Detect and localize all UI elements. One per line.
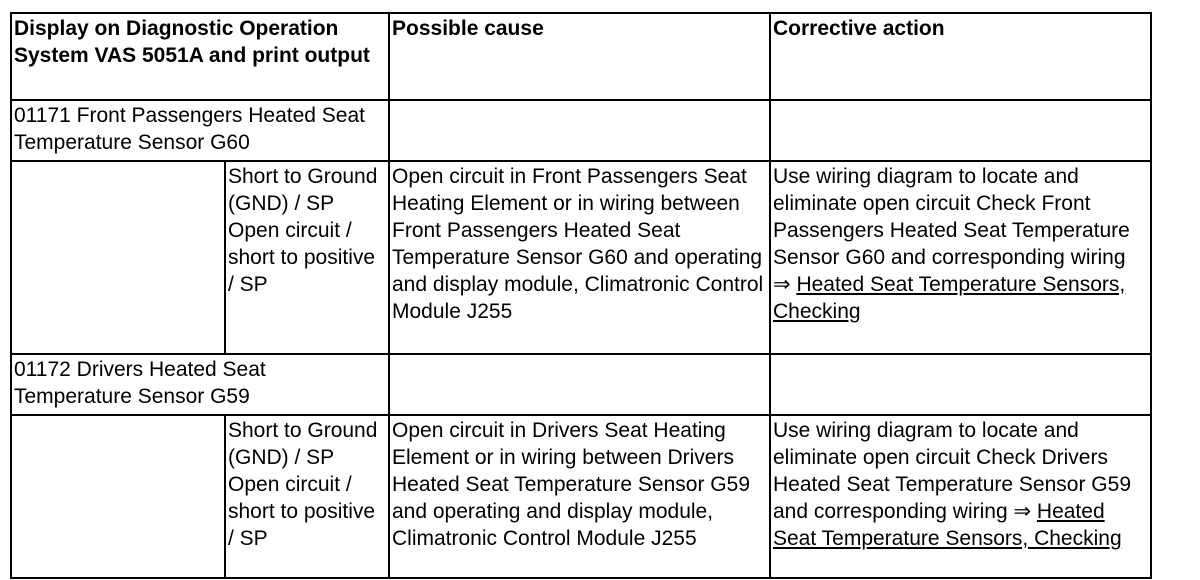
table-row [11,161,1151,354]
diagnostic-table [10,12,1152,579]
fault-status-open: Open circuit / short to positive / SP [228,473,376,550]
table-row [11,415,1151,578]
header-row [11,13,1151,100]
heated-seat-sensors-link[interactable]: Heated Seat Temperature Sensors, Checking [773,273,1126,323]
fault-status-short: Short to Ground (GND) / SP [228,165,378,215]
empty-cell [389,100,770,161]
corrective-action-cell [770,161,1151,354]
possible-cause-cell: Open circuit in Drivers Seat Heating Element or in wiring between Drivers Heated Seat Temperature Sensor G59 and operating and display module, Climatronic Control Module J255 [389,415,770,578]
corrective-action-text: Use wiring diagram to locate and eliminate open circuit Check Front Passengers Heated Seat Temperature Sensor G60 and corresponding wiring ⇒ [773,165,1130,296]
fault-status-cell [225,415,389,578]
fault-code-cell: 01171 Front Passengers Heated Seat Temperature Sensor G60 [11,100,389,161]
fault-code-cell: 01172 Drivers Heated Seat Temperature Sensor G59 [11,354,389,415]
corrective-action-cell [770,415,1151,578]
table-row [11,100,1151,161]
fault-status-open: Open circuit / short to positive / SP [228,219,376,296]
possible-cause-cell: Open circuit in Front Passengers Seat Heating Element or in wiring between Front Passengers Heated Seat Temperature Sensor G60 and operating and display module, Climatronic Control Module J255 [389,161,770,354]
header-display: Display on Diagnostic Operation System VAS 5051A and print output [11,13,389,100]
header-cause: Possible cause [389,13,770,100]
fault-status-cell [225,161,389,354]
corrective-action-text: Use wiring diagram to locate and eliminate open circuit Check Drivers Heated Seat Temperature Sensor G59 and corresponding wiring ⇒ [773,419,1131,523]
header-action: Corrective action [770,13,1151,100]
fault-status-short: Short to Ground (GND) / SP [228,419,378,469]
heated-seat-sensors-link[interactable]: Heated Seat Temperature Sensors, Checking [773,500,1122,550]
empty-cell [389,354,770,415]
empty-cell [770,100,1151,161]
empty-cell [11,161,225,354]
table-row [11,354,1151,415]
empty-cell [11,415,225,578]
empty-cell [770,354,1151,415]
